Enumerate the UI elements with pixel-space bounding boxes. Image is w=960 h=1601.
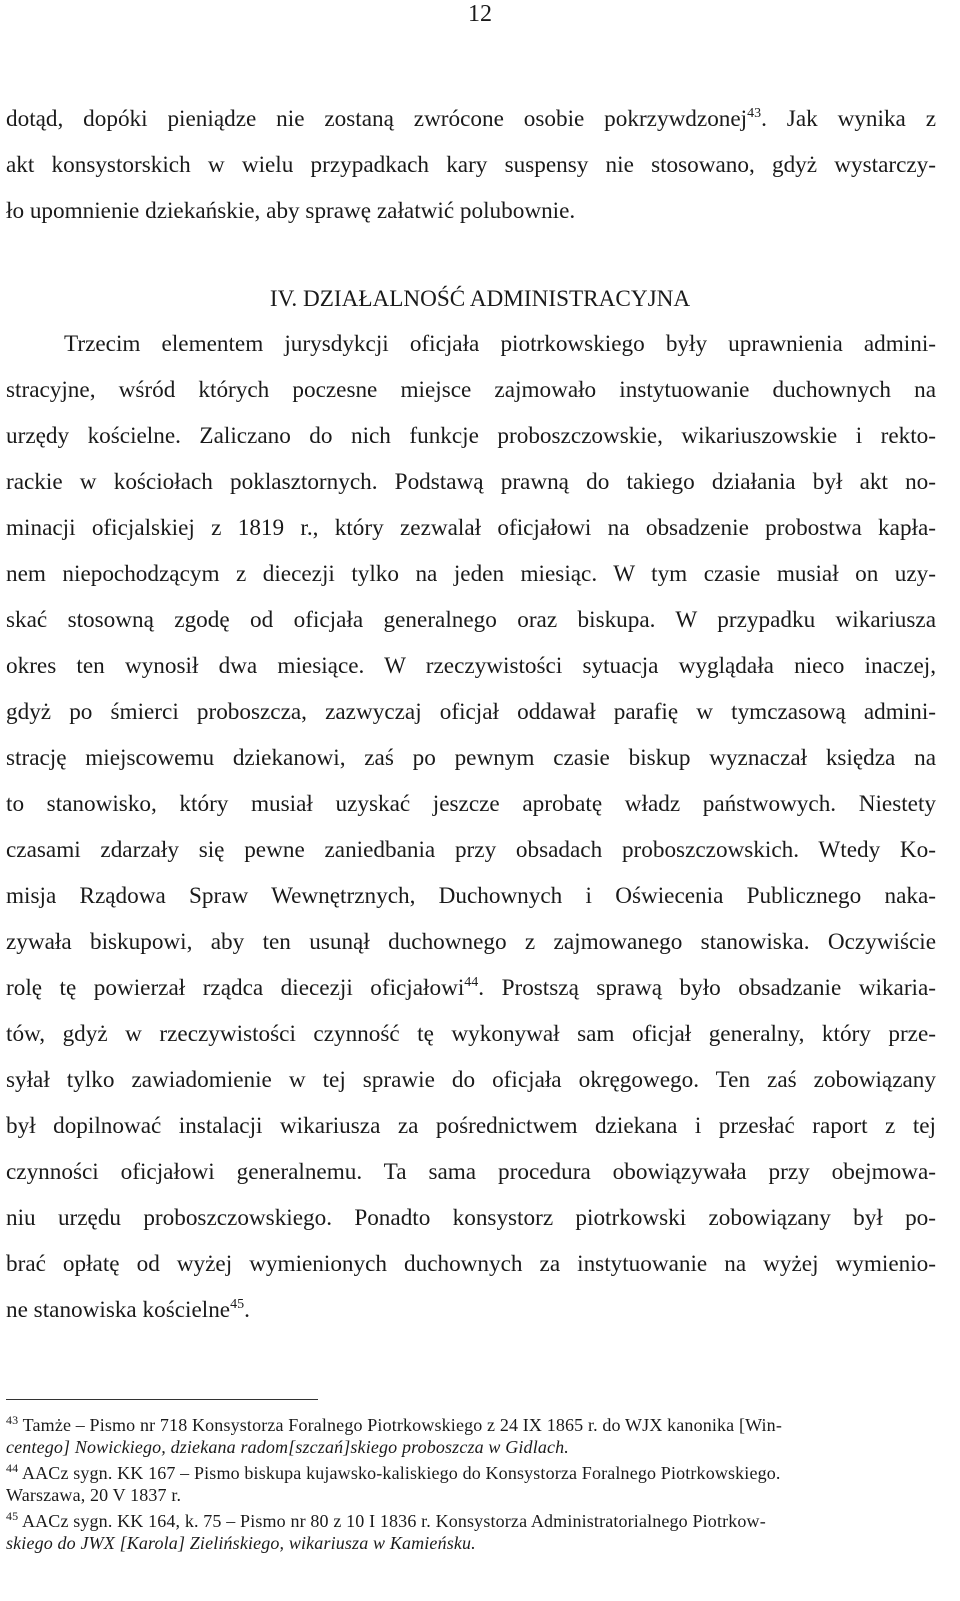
body-line-p2-8: okres ten wynosił dwa miesiące. W rzeczywistości sytuacja wyglądała nieco inaczej, — [6, 653, 936, 679]
body-line-p2-19: czynności oficjałowi generalnemu. Ta sama procedura obowiązywała przy obejmowa- — [6, 1159, 936, 1185]
footnote-45-line-2: skiego do JWX [Karola] Zielińskiego, wikariusza w Kamieńsku. — [6, 1533, 476, 1553]
body-line-p2-22: ne stanowiska kościelne$^{45}$. — [6, 1297, 250, 1323]
body-line-1: dotąd, dopóki pieniądze nie zostaną zwrócone osobie pokrzywdzonej$^{43}$. Jak wynika z — [6, 106, 936, 132]
body-line-p2-21: brać opłatę od wyżej wymienionych duchownych za instytuowanie na wyżej wymienio- — [6, 1251, 936, 1277]
body-line-p2-11: to stanowisko, który musiał uzyskać jeszcze aprobatę władz państwowych. Niestety — [6, 791, 936, 817]
footnote-ref-44[interactable]: 44 — [464, 975, 479, 990]
footnote-ref-45[interactable]: 45 — [230, 1297, 245, 1312]
body-line-p2-2: stracyjne, wśród których poczesne miejsce zajmowało instytuowanie duchownych na — [6, 377, 936, 403]
body-line-p2-1: Trzecim elementem jurysdykcji oficjała piotrkowskiego były uprawnienia admini- — [64, 331, 936, 357]
body-line-p2-9: gdyż po śmierci proboszcza, zazwyczaj oficjał oddawał parafię w tymczasową admini- — [6, 699, 936, 725]
body-line-3: ło upomnienie dziekańskie, aby sprawę załatwić polubownie. — [6, 198, 576, 224]
footnote-44-line-1: $^{44}$ AACz sygn. KK 167 – Pismo biskupa kujawsko-kaliskiego do Konsystorza Foralnego Piotrkowskiego. — [6, 1461, 781, 1483]
body-line-p2-14: zywała biskupowi, aby ten usunął duchownego z zajmowanego stanowiska. Oczywiście — [6, 929, 936, 955]
section-heading: IV. DZIAŁALNOŚĆ ADMINISTRACYJNA — [269, 286, 691, 312]
body-line-p2-4: rackie w kościołach poklasztornych. Podstawą prawną do takiego działania był akt no- — [6, 469, 936, 495]
body-line-p2-10: strację miejscowemu dziekanowi, zaś po pewnym czasie biskup wyznaczał księdza na — [6, 745, 936, 771]
footnote-45-line-1: $^{45}$ AACz sygn. KK 164, k. 75 – Pismo nr 80 z 10 I 1836 r. Konsystorza Administratorialnego Piotrkow- — [6, 1509, 766, 1531]
body-line-2: akt konsystorskich w wielu przypadkach kary suspensy nie stosowano, gdyż wystarczy- — [6, 152, 936, 178]
body-line-p2-3: urzędy kościelne. Zaliczano do nich funkcje proboszczowskie, wikariuszowskie i rekto- — [6, 423, 936, 449]
body-line-p2-15: rolę tę powierzał rządca diecezji oficjałowi$^{44}$. Prostszą sprawą było obsadzanie wikaria- — [6, 975, 937, 1001]
page-number: 12 — [468, 1, 492, 27]
body-line-p2-17: syłał tylko zawiadomienie w tej sprawie do oficjała okręgowego. Ten zaś zobowiązany — [6, 1067, 936, 1093]
footnote-43-line-2: centego] Nowickiego, dziekana radom[szczań]skiego proboszcza w Gidlach. — [6, 1437, 569, 1457]
body-line-p2-5: minacji oficjalskiej z 1819 r., który zezwalał oficjałowi na obsadzenie probostwa kapła- — [6, 515, 936, 541]
footnote-43-line-1: $^{43}$ Tamże – Pismo nr 718 Konsystorza Foralnego Piotrkowskiego z 24 IX 1865 r. do WJX kanonika [Win- — [6, 1413, 782, 1435]
body-line-p2-16: tów, gdyż w rzeczywistości czynność tę wykonywał sam oficjał generalny, który prze- — [6, 1021, 936, 1047]
footnote-number-45: 45 — [6, 1509, 19, 1523]
footnote-ref-43[interactable]: 43 — [747, 106, 762, 121]
body-line-p2-13: misja Rządowa Spraw Wewnętrznych, Duchownych i Oświecenia Publicznego naka- — [6, 883, 936, 909]
footnote-number-43: 43 — [6, 1413, 19, 1427]
footnote-44-line-2: Warszawa, 20 V 1837 r. — [6, 1485, 182, 1505]
footnote-number-44: 44 — [6, 1461, 19, 1475]
body-line-p2-20: niu urzędu proboszczowskiego. Ponadto konsystorz piotrkowski zobowiązany był po- — [6, 1205, 936, 1231]
body-line-p2-6: nem niepochodzącym z diecezji tylko na jeden miesiąc. W tym czasie musiał on uzy- — [6, 561, 936, 587]
footnote-separator — [6, 1399, 318, 1400]
body-line-p2-18: był dopilnować instalacji wikariusza za pośrednictwem dziekana i przesłać raport z tej — [6, 1113, 936, 1139]
body-line-p2-7: skać stosowną zgodę od oficjała generalnego oraz biskupa. W przypadku wikariusza — [6, 607, 936, 633]
body-line-p2-12: czasami zdarzały się pewne zaniedbania przy obsadach proboszczowskich. Wtedy Ko- — [6, 837, 936, 863]
